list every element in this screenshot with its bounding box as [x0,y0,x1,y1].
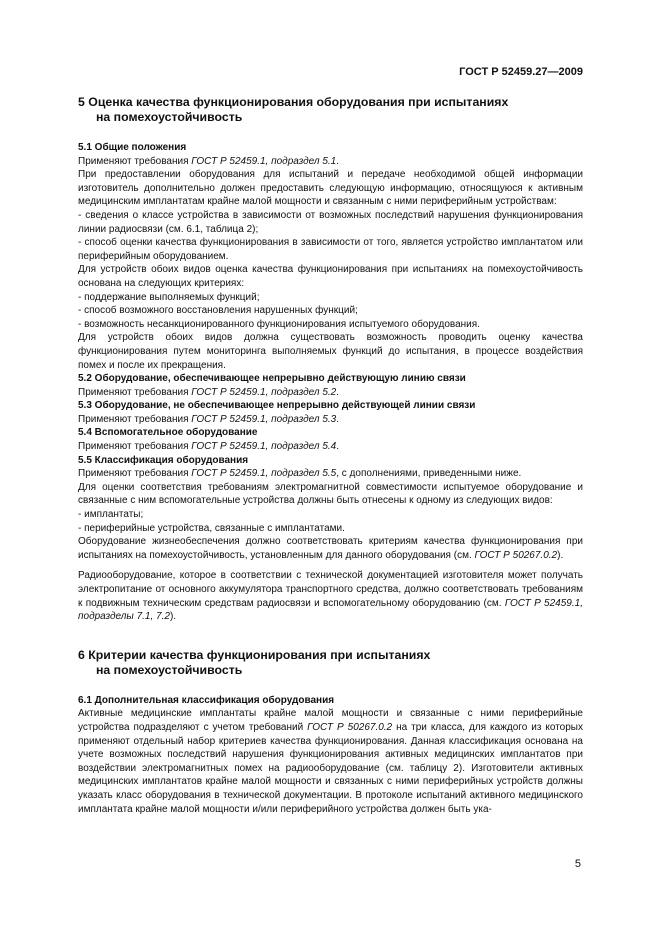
subsection-5-4-title: 5.4 Вспомогательное оборудование [78,427,258,439]
section-6-title-line2: на помехоустойчивость [96,662,243,677]
section-5-title-line1: 5 Оценка качества функционирования оборудования при испытаниях [78,95,509,109]
list-item: - поддержание выполняемых функций; [78,291,260,303]
apply-5-1: Применяют требования ГОСТ Р 52459.1, подраздел 5.1. [78,155,339,167]
paragraph: Для оценки соответствия требованиям электромагнитной совместимости испытуемое оборудование и связанные с ним вспомогательные устройства должны быть отнесены к одному из следующих видов: [78,481,583,507]
document-code: ГОСТ Р 52459.27—2009 [459,66,583,78]
list-item: - сведения о классе устройства в зависимости от возможных последствий нарушения функционирования линии радиосвязи (см. 6.1, таблица 2); [78,209,583,235]
subsection-5-2-title: 5.2 Оборудование, обеспечивающее непрерывно действующую линию связи [78,373,466,385]
list-item: - способ возможного восстановления нарушенных функций; [78,305,358,317]
apply-5-4: Применяют требования ГОСТ Р 52459.1, подраздел 5.4. [78,441,339,453]
subsection-5-1-title: 5.1 Общие положения [78,142,187,153]
paragraph: Активные медицинские имплантаты крайне малой мощности и связанные с ними периферийные устройства подразделяют с учетом требований ГОСТ Р 50267.0.2 на три класса, для каждого из которых применяют отдельный набор критериев качества функционирования. Данная классификация основана на учете возможных последствий нарушения функционирования активных медицинских имплантатов при воздействии электромагнитных помех на радиооборудование (см. таблицу 2). Изготовители активных медицинских имплантатов крайне малой мощности и связанных с ними периферийных устройств должны указать класс оборудования в технической документации. В протоколе испытаний активного медицинского имплантата крайне малой мощности и/или периферийного устройства должен быть ука- [78,708,583,815]
section-5-title-line2: на помехоустойчивость [96,110,243,124]
list-item: - возможность несанкционированного функционирования испытуемого оборудования. [78,318,480,330]
paragraph: Для устройств обоих видов оценка качества функционирования при испытаниях на помехоустойчивость основана на следующих критериях: [78,264,583,289]
subsection-5-3-title: 5.3 Оборудование, не обеспечивающее непрерывно действующей линии связи [78,400,476,412]
list-item: - периферийные устройства, связанные с имплантатами. [78,522,345,534]
subsection-6-1-title: 6.1 Дополнительная классификация оборудования [78,694,335,706]
page-content [78,95,583,816]
apply-5-2: Применяют требования ГОСТ Р 52459.1, подраздел 5.2. [78,386,339,398]
paragraph: При предоставлении оборудования для испытаний и передаче необходимой общей информации изготовитель дополнительно должен предоставить следующую информацию, относящуюся к активным медицинским имплантатам крайне малой мощности и связанным с ними периферийным устройствам: [78,169,583,208]
paragraph: Для устройств обоих видов должна существовать возможность проводить оценку качества функционирования путем мониторинга выполняемых функций до испытания, в процессе воздействия помех и после их прекращения. [78,332,583,371]
page-number: 5 [574,858,581,870]
apply-5-5: Применяют требования ГОСТ Р 52459.1, подраздел 5.5, с дополнениями, приведенными ниже. [78,468,522,480]
list-item: - имплантаты; [78,509,144,521]
section-6-title-line1: 6 Критерии качества функционирования при испытаниях [78,647,431,662]
paragraph: Радиооборудование, которое в соответствии с технической документацией изготовителя может получать электропитание от основного аккумулятора транспортного средства, должно соответствовать требованиям к подвижным техническим средствам радиосвязи и вспомогательному оборудованию (см. ГОСТ Р 52459.1, подразделы 7.1, 7.2). [78,570,583,623]
paragraph: Оборудование жизнеобеспечения должно соответствовать критериям качества функционирования при испытаниях на помехоустойчивость, установленным для данного оборудования (см. ГОСТ Р 50267.0.2). [78,536,583,561]
apply-5-3: Применяют требования ГОСТ Р 52459.1, подраздел 5.3. [78,413,339,425]
section-5-heading [78,95,583,125]
subsection-5-5-title: 5.5 Классификация оборудования [78,454,249,466]
section-6-heading [78,648,583,678]
list-item: - способ оценки качества функционирования в зависимости от того, является устройство имплантатом или периферийным оборудованием. [78,237,583,262]
